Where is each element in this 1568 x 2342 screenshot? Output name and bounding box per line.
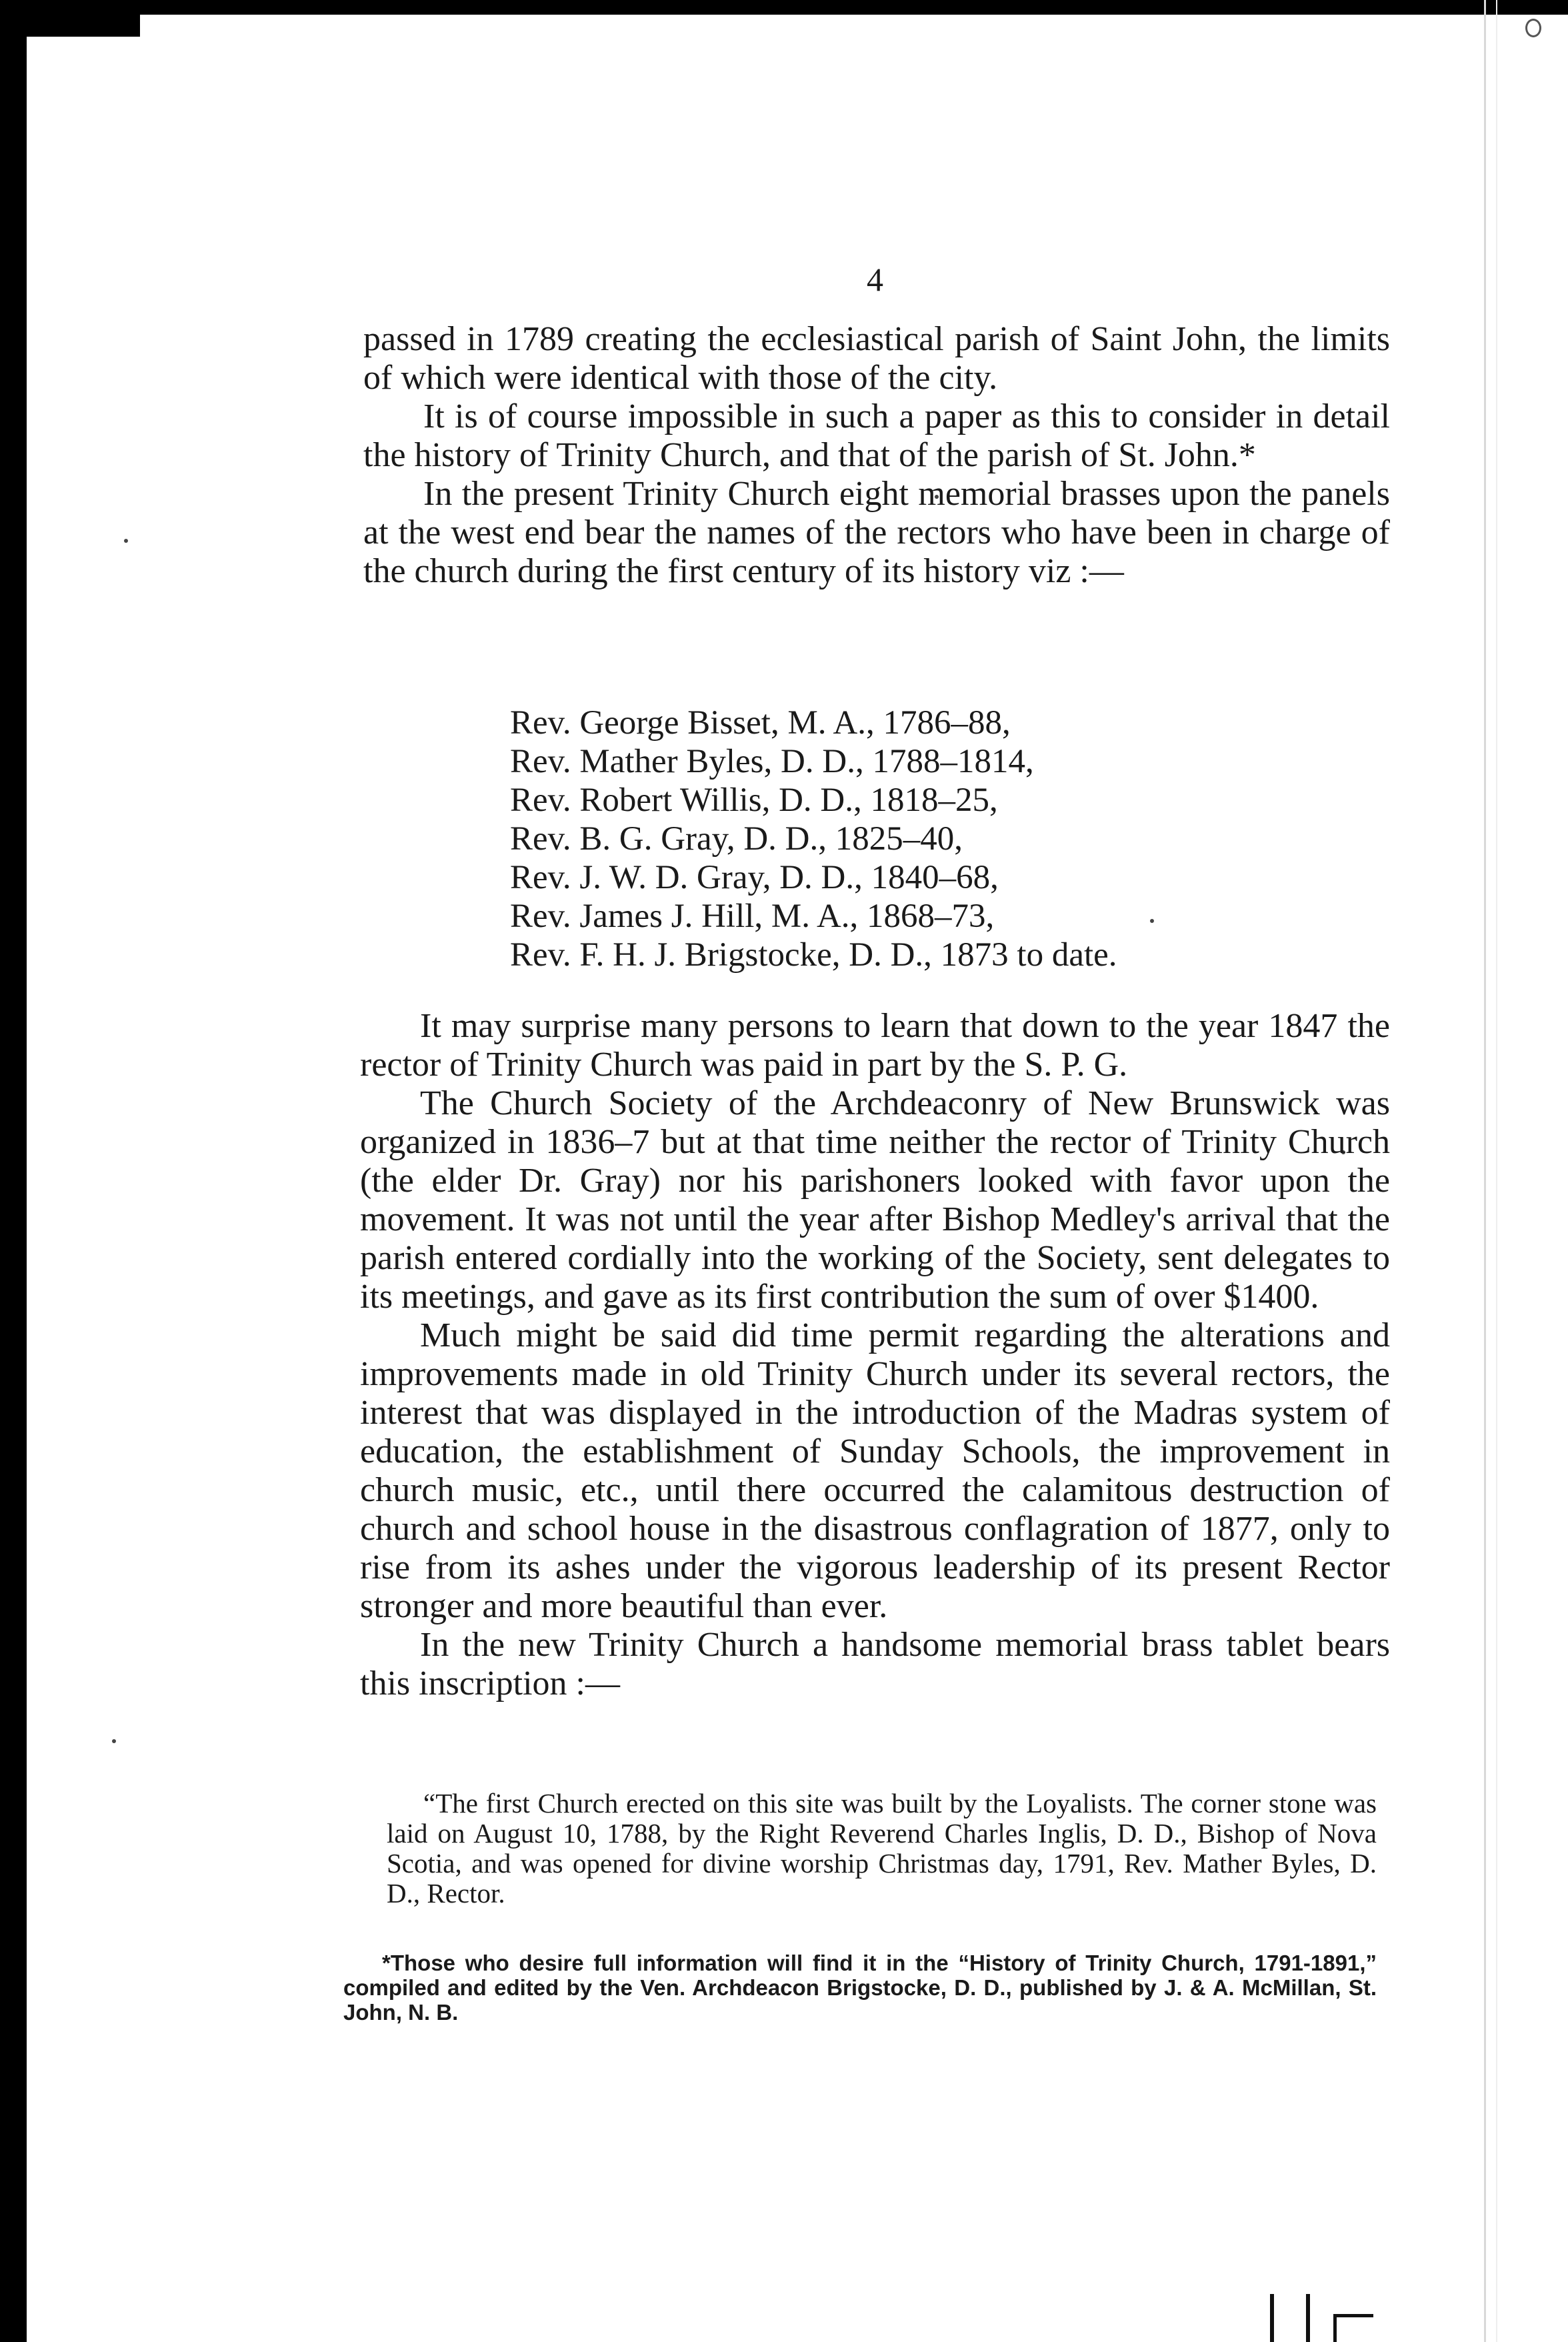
rector-list <box>510 704 1117 974</box>
margin-speck <box>124 539 128 543</box>
rector-item: Rev. Mather Byles, D. D., 1788–1814, <box>510 743 1034 780</box>
paragraph: It is of course impossible in such a paper as this to consider in detail the history of Trinity Church, and that of the parish of St. John.* <box>363 397 1390 474</box>
footnote: *Those who desire full information will find it in the “History of Trinity Church, 1791-1891,” compiled and edited by the Ven. Archdeacon Brigstocke, D. D., published by J. & A. McMillan, St. John, N. B. <box>343 1951 1377 2025</box>
page-number: 4 <box>867 261 883 298</box>
scan-bar-top <box>27 0 140 37</box>
scan-artifact-bottom-2 <box>1333 2314 1373 2342</box>
scan-edge-left <box>0 0 27 2342</box>
paragraph: In the new Trinity Church a handsome memorial brass tablet bears this inscription :— <box>360 1626 1390 1702</box>
paragraph: It may surprise many persons to learn that down to the year 1847 the rector of Trinity Church was paid in part by the S. P. G. <box>360 1007 1390 1084</box>
scan-artifact-bottom <box>1270 2294 1310 2342</box>
page-fold-line-secondary <box>1496 0 1497 2342</box>
paragraph: passed in 1789 creating the ecclesiastical parish of Saint John, the limits of which were identical with those of the city. <box>363 320 1390 397</box>
rector-item: Rev. Robert Willis, D. D., 1818–25, <box>510 782 998 819</box>
rector-item: Rev. George Bisset, M. A., 1786–88, <box>510 704 1011 742</box>
page-fold-line <box>1484 0 1486 2342</box>
binding-hole-mark <box>1525 19 1541 37</box>
body-text-top <box>363 320 1390 591</box>
rector-item: Rev. James J. Hill, M. A., 1868–73, <box>510 898 995 935</box>
paragraph: Much might be said did time permit regarding the alterations and improvements made in old Trinity Church under its several rectors, the interest that was displayed in the introduction of the Madras system of education, the establishment of Sunday Schools, the improvement in church music, etc., until there occurred the calamitous destruction of church and school house in the disastrous conflagration of 1877, only to rise from its ashes under the vigorous leadership of its present Rector stronger and more beautiful than ever. <box>360 1316 1390 1625</box>
body-text-bottom <box>360 1007 1390 1703</box>
rector-item: Rev. F. H. J. Brigstocke, D. D., 1873 to date. <box>510 936 1117 974</box>
paragraph: In the present Trinity Church eight memorial brasses upon the panels at the west end bear the names of the rectors who have been in charge of the church during the first century of its history viz :— <box>363 475 1390 590</box>
scan-edge-top <box>0 0 1568 15</box>
rector-item: Rev. B. G. Gray, D. D., 1825–40, <box>510 820 963 858</box>
margin-speck <box>1150 919 1154 923</box>
rector-item: Rev. J. W. D. Gray, D. D., 1840–68, <box>510 859 999 896</box>
margin-speck <box>112 1739 116 1743</box>
inscription-quote: “The first Church erected on this site was built by the Loyalists. The corner stone was laid on August 10, 1788, by the Right Reverend Charles Inglis, D. D., Bishop of Nova Scotia, and was opened for divine worship Christmas day, 1791, Rev. Mather Byles, D. D., Rector. <box>387 1788 1377 1909</box>
paragraph: The Church Society of the Archdeaconry of New Brunswick was organized in 1836–7 but at that time neither the rector of Trinity Church (the elder Dr. Gray) nor his parishoners looked with favor upon the movement. It was not until the year after Bishop Medley's arrival that the parish entered cordially into the working of the Society, sent delegates to its meetings, and gave as its first contribution the sum of over $1400. <box>360 1084 1390 1316</box>
